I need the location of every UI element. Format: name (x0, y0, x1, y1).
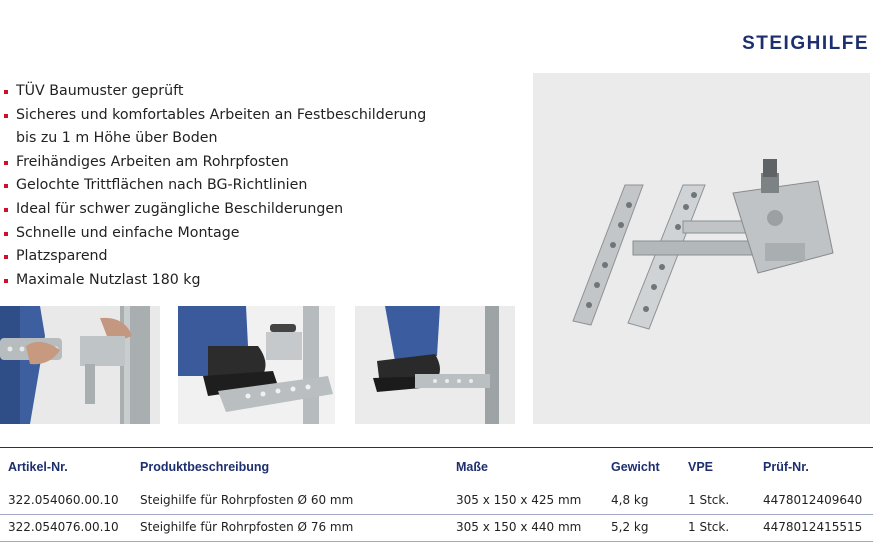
feature-item: TÜV Baumuster geprüft (4, 80, 426, 104)
feature-item: Freihändiges Arbeiten am Rohrpfosten (4, 151, 426, 175)
bullet-marker (4, 255, 8, 259)
row2-masse: 305 x 150 x 440 mm (456, 520, 582, 534)
row1-pruef: 4478012409640 (763, 493, 863, 507)
page-title: STEIGHILFE (742, 33, 869, 54)
bullet-marker (4, 184, 8, 188)
table-top-rule (0, 447, 873, 448)
bullet-marker (4, 114, 8, 118)
row-separator (0, 514, 873, 515)
row1-masse: 305 x 150 x 425 mm (456, 493, 582, 507)
col-header-gewicht: Gewicht (611, 460, 660, 474)
row1-beschreibung: Steighilfe für Rohrpfosten Ø 60 mm (140, 493, 354, 507)
row1-vpe: 1 Stck. (688, 493, 730, 507)
feature-item: Ideal für schwer zugängliche Beschilderungen (4, 198, 426, 222)
col-header-beschreibung: Produktbeschreibung (140, 460, 270, 474)
row1-gewicht: 4,8 kg (611, 493, 649, 507)
col-header-artikel: Artikel-Nr. (8, 460, 68, 474)
feature-item: Sicheres und komfortables Arbeiten an Festbeschilderung (4, 104, 426, 128)
bullet-marker (4, 232, 8, 236)
feature-item: Maximale Nutzlast 180 kg (4, 269, 426, 293)
usage-photo-hands (0, 306, 160, 424)
row2-gewicht: 5,2 kg (611, 520, 649, 534)
bullet-marker (4, 90, 8, 94)
feature-item-continuation: bis zu 1 m Höhe über Boden (16, 130, 218, 147)
row2-vpe: 1 Stck. (688, 520, 730, 534)
row2-beschreibung: Steighilfe für Rohrpfosten Ø 76 mm (140, 520, 354, 534)
feature-list (4, 80, 426, 292)
usage-photo-foot (178, 306, 335, 424)
col-header-masse: Maße (456, 460, 488, 474)
feature-item: Gelochte Trittflächen nach BG-Richtlinien (4, 174, 426, 198)
col-header-vpe: VPE (688, 460, 714, 474)
row2-pruef: 4478012415515 (763, 520, 863, 534)
row2-artikel: 322.054076.00.10 (8, 520, 119, 534)
row1-artikel: 322.054060.00.10 (8, 493, 119, 507)
bullet-marker (4, 161, 8, 165)
col-header-pruef: Prüf-Nr. (763, 460, 809, 474)
bullet-marker (4, 279, 8, 283)
row-separator (0, 541, 873, 542)
feature-item: Schnelle und einfache Montage (4, 222, 426, 246)
bullet-marker (4, 208, 8, 212)
feature-item: Platzsparend (4, 245, 426, 269)
usage-photo-standing (355, 306, 515, 424)
product-image (533, 73, 870, 424)
